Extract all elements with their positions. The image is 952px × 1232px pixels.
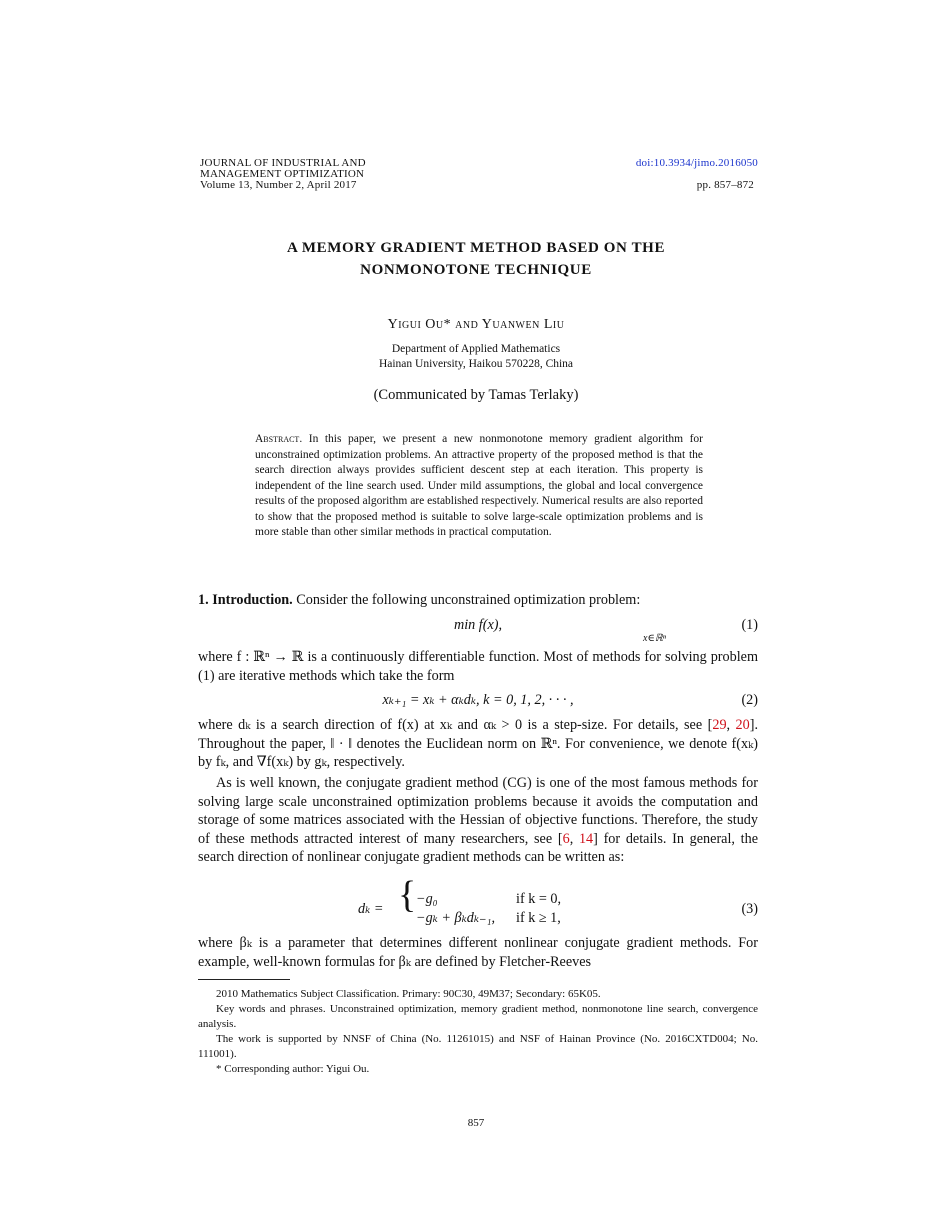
abstract-label: Abstract. [255,433,303,445]
citation-6[interactable]: 6 [562,830,570,847]
equation-1-expression: min f(x), [453,617,503,633]
equation-3 [198,874,758,934]
footnote-keywords: Key words and phrases. Unconstrained optimization, memory gradient method, nonmonotone line search, convergence analysis. [198,1003,758,1030]
equation-1-subscript: x∈ℝⁿ [643,633,666,644]
equation-3-condition1: if k = 0, [516,891,562,907]
page-number: 857 [467,1117,485,1129]
citation-14[interactable]: 14 [578,830,594,847]
volume-info: Volume 13, Number 2, April 2017 [200,179,357,191]
doi-link[interactable]: doi:10.3934/jimo.2016050 [635,157,758,169]
equation-1 [198,617,758,644]
equation-2 [198,692,758,712]
paper-title-line2: NONMONOTONE TECHNIQUE [360,262,592,278]
section-intro-line [198,591,758,610]
paragraph-3: As is well known, the conjugate gradient method (CG) is one of the most famous methods for solving large scale unconstrained optimization problems because it avoids the computation and storage of some matrices associated with the Hessian of objective functions. Therefore, the study of these methods attracted interest of many researchers, see [6, 14] for details. In general, the search direction of nonlinear conjugate gradient methods can be written as: [198,775,758,866]
paper-title-line1: A MEMORY GRADIENT METHOD BASED ON THE [286,240,666,256]
footnote-msc: 2010 Mathematics Subject Classification. Primary: 90C30, 49M37; Secondary: 65K05. [216,988,601,1000]
paragraph-1: where f : ℝⁿ → ℝ is a continuously differentiable function. Most of methods for solving problem (1) are iterative methods which take the form [198,649,758,684]
brace-symbol: { [398,874,417,916]
paragraph-2: where dₖ is a search direction of f(x) at xₖ and αₖ > 0 is a step-size. For details, see [29, 20]. Throughout the paper, ‖ · ‖ denotes the Euclidean norm on ℝⁿ. For convenience, we denote f(xₖ) by fₖ, and ∇f(xₖ) by gₖ, respectively. [198,717,759,771]
equation-1-number: (1) [741,617,758,633]
communicated-by: (Communicated by Tamas Terlaky) [373,387,579,403]
affiliation-line2: Hainan University, Haikou 570228, China [378,358,574,370]
intro-sentence: Consider the following unconstrained optimization problem: [296,592,641,608]
footnote-funding: The work is supported by NNSF of China (No. 11261015) and NSF of Hainan Province (No. 2016CXTD004; No. 111001). [198,1033,758,1060]
citation-20[interactable]: 20 [735,717,750,733]
citation-29[interactable]: 29 [712,717,727,733]
footnote-corresponding: * Corresponding author: Yigui Ou. [216,1063,370,1075]
footnote-rule [198,979,290,980]
equation-3-condition2: if k ≥ 1, [516,910,561,926]
page-range: pp. 857–872 [696,179,754,191]
equation-2-expression: xₖ₊₁ = xₖ + αₖdₖ, k = 0, 1, 2, · · · , [382,692,574,708]
abstract [255,432,703,541]
paragraph-4: where βₖ is a parameter that determines different nonlinear conjugate gradient methods. For example, well-known formulas for βₖ are defined by Fletcher-Reeves [198,935,758,970]
affiliation-line1: Department of Applied Mathematics [391,343,561,355]
journal-name-line2: MANAGEMENT OPTIMIZATION [200,168,365,180]
journal-name-line1: JOURNAL OF INDUSTRIAL AND [200,157,366,169]
equation-3-number: (3) [741,901,758,917]
section-heading: 1. Introduction. [198,592,293,608]
abstract-text: In this paper, we present a new nonmonotone memory gradient algorithm for unconstrained optimization problems. An attractive property of the proposed method is that the search direction always provides sufficient descent step at each iteration. This property is independent of the line search used. Under mild assumptions, the global and local convergence results of the proposed algorithm are established respectively. Numerical results are also reported to show that the proposed method is suitable to solve large-scale optimization problems and is more stable than other similar methods in practical computation. [255,433,704,538]
equation-3-case1: −g₀ [416,891,438,907]
equation-3-case2: −gₖ + βₖdₖ₋₁, [416,910,495,926]
equation-3-lhs: dₖ = [358,901,384,917]
equation-2-number: (2) [741,692,758,708]
authors: Yigui Ou* and Yuanwen Liu [387,317,565,332]
